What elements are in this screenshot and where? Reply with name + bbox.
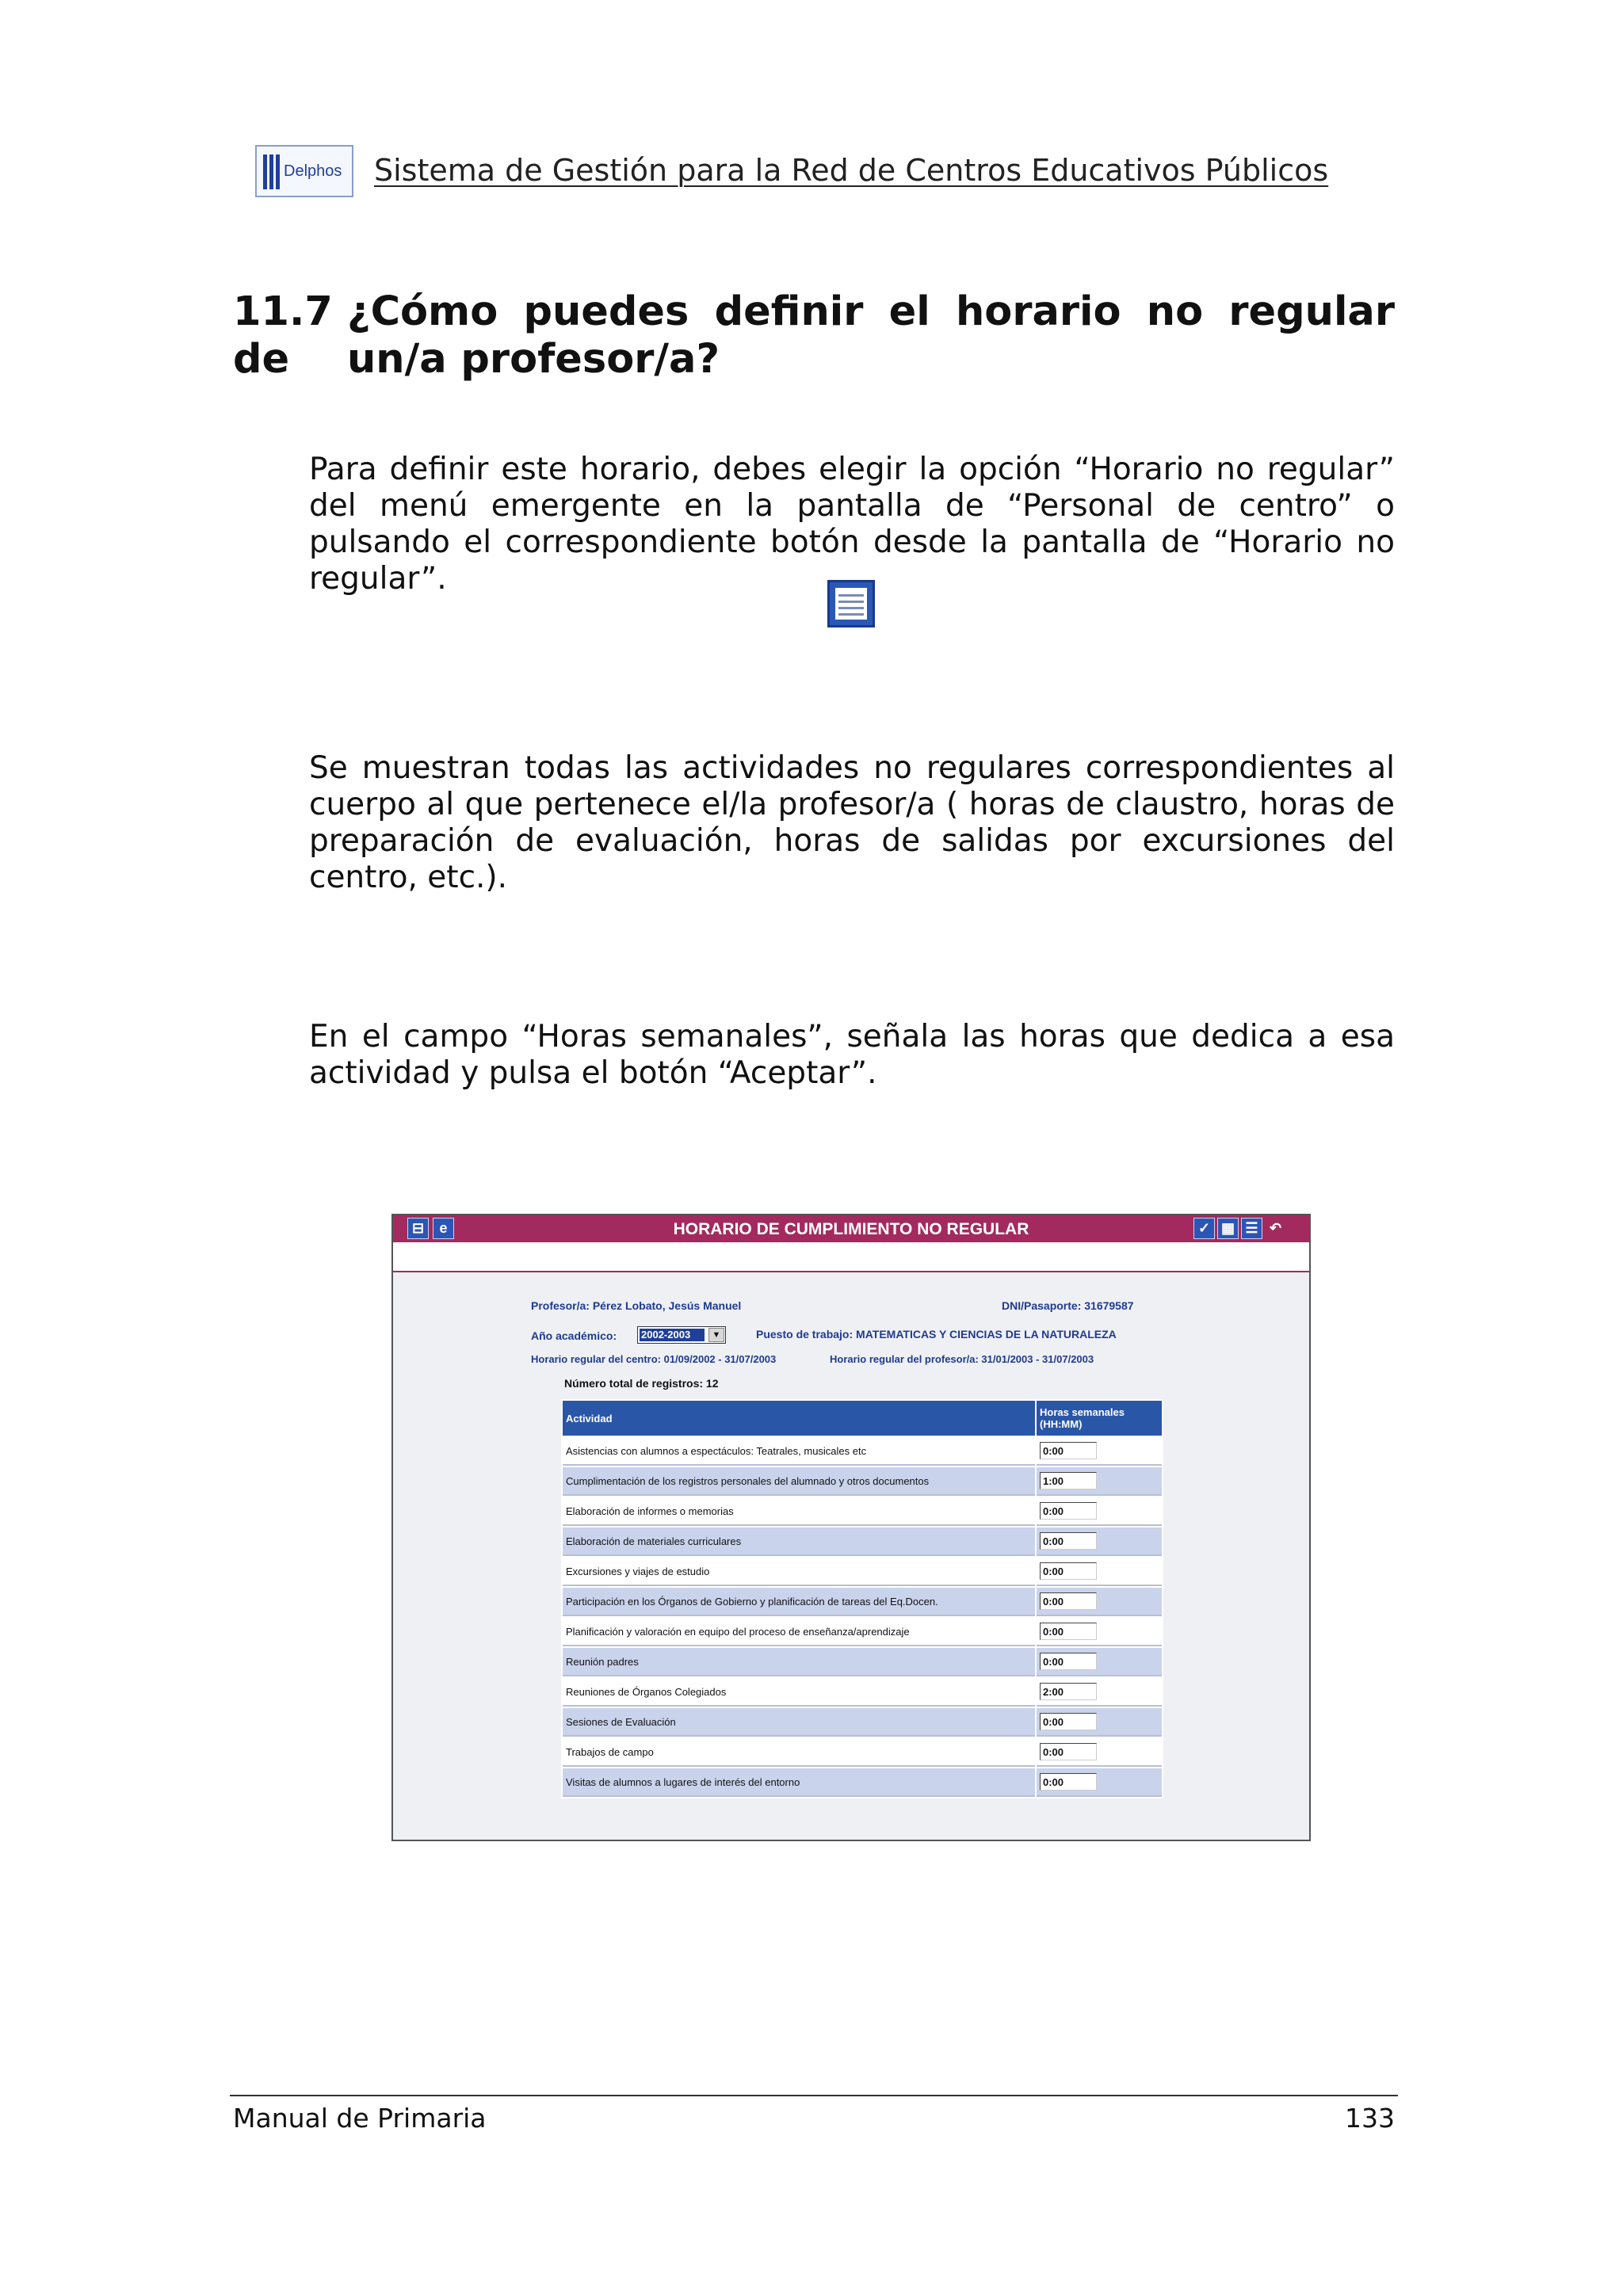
activity-cell: Participación en los Órganos de Gobierno y planificación de tareas del Eq.Docen. (563, 1588, 1035, 1616)
grid-icon[interactable]: ▦ (1217, 1218, 1239, 1239)
hours-cell (1037, 1437, 1162, 1466)
section-title-line1: ¿Cómo puedes definir el horario no regular de (233, 288, 1395, 383)
hours-input[interactable]: 0:00 (1040, 1562, 1097, 1580)
activity-cell: Elaboración de informes o memorias (563, 1497, 1035, 1526)
section-number: 11.7 (233, 288, 333, 335)
puesto-value: MATEMATICAS Y CIENCIAS DE LA NATURALEZA (856, 1328, 1117, 1341)
table-row (563, 1768, 1162, 1797)
chevron-down-icon[interactable]: ▼ (708, 1328, 724, 1342)
hours-input[interactable]: 0:00 (1040, 1623, 1097, 1640)
profesor-value: Pérez Lobato, Jesús Manuel (592, 1299, 742, 1312)
profesor-info (531, 1299, 741, 1312)
hours-input[interactable]: 0:00 (1040, 1502, 1097, 1520)
dni-value: 31679587 (1084, 1299, 1134, 1312)
delphos-logo (255, 145, 353, 197)
table-row (563, 1618, 1162, 1646)
sub-bar (393, 1242, 1309, 1272)
activity-cell: Sesiones de Evaluación (563, 1708, 1035, 1737)
hours-input[interactable]: 0:00 (1040, 1743, 1097, 1760)
hours-cell (1037, 1558, 1162, 1586)
list-icon[interactable]: ☰ (1241, 1218, 1262, 1239)
hours-input[interactable]: 0:00 (1040, 1653, 1097, 1670)
activity-cell: Trabajos de campo (563, 1738, 1035, 1767)
paragraph-2: Se muestran todas las actividades no regulares correspondientes al cuerpo al que pertenece el/la profesor/a ( horas de claustro, horas de preparación de evaluación, horas de salidas por excursiones del centro, etc.). (309, 750, 1395, 895)
hours-input[interactable]: 0:00 (1040, 1442, 1097, 1459)
title-bar (393, 1215, 1309, 1242)
col-actividad: Actividad (563, 1401, 1035, 1436)
check-icon[interactable]: ✓ (1193, 1218, 1215, 1239)
dni-info (1002, 1299, 1134, 1312)
anio-value: 2002-2003 (640, 1329, 705, 1341)
table-row (563, 1527, 1162, 1556)
paragraph-1: Para definir este horario, debes elegir la opción “Horario no regular” del menú emergente en la pantalla de “Personal de centro” o pulsando el correspondiente botón desde la pantalla de “Horario no regular”. (309, 452, 1395, 597)
table-row (563, 1678, 1162, 1707)
hours-input[interactable]: 0:00 (1040, 1532, 1097, 1550)
table-row (563, 1437, 1162, 1466)
table-row (563, 1467, 1162, 1496)
activity-cell: Reuniones de Órganos Colegiados (563, 1678, 1035, 1707)
page-footer (230, 2095, 1398, 2134)
hours-cell (1037, 1618, 1162, 1646)
screen-title: HORARIO DE CUMPLIMIENTO NO REGULAR (673, 1220, 1029, 1238)
activity-cell: Asistencias con alumnos a espectáculos: Teatrales, musicales etc (563, 1437, 1035, 1466)
columns-icon (263, 154, 279, 189)
profesor-label: Profesor/a: (531, 1299, 590, 1312)
table-row (563, 1708, 1162, 1737)
hours-input[interactable]: 0:00 (1040, 1773, 1097, 1791)
hours-input[interactable]: 0:00 (1040, 1592, 1097, 1610)
page-number: 133 (1345, 2103, 1395, 2134)
dni-label: DNI/Pasaporte: (1002, 1299, 1082, 1312)
puesto-label: Puesto de trabajo: (756, 1328, 854, 1341)
paragraph-3: En el campo “Horas semanales”, señala las horas que dedica a esa actividad y pulsa el botón “Aceptar”. (309, 1019, 1395, 1091)
header-title: Sistema de Gestión para la Red de Centros Educativos Públicos (374, 153, 1329, 188)
hours-cell (1037, 1648, 1162, 1676)
hours-cell (1037, 1527, 1162, 1556)
table-row (563, 1497, 1162, 1526)
hours-cell (1037, 1467, 1162, 1496)
hours-cell (1037, 1497, 1162, 1526)
col-horas: Horas semanales (HH:MM) (1037, 1401, 1162, 1436)
activity-cell: Reunión padres (563, 1648, 1035, 1676)
hours-cell (1037, 1678, 1162, 1707)
hours-input[interactable]: 2:00 (1040, 1683, 1097, 1700)
activities-table (561, 1399, 1163, 1798)
footer-left: Manual de Primaria (233, 2103, 487, 2134)
horario-profesor: Horario regular del profesor/a: 31/01/2003 - 31/07/2003 (830, 1353, 1094, 1365)
page-header (255, 145, 1396, 200)
table-row (563, 1738, 1162, 1767)
activity-cell: Excursiones y viajes de estudio (563, 1558, 1035, 1586)
puesto-info (756, 1328, 1117, 1341)
table-row (563, 1558, 1162, 1586)
hours-input[interactable]: 0:00 (1040, 1713, 1097, 1730)
hours-cell (1037, 1768, 1162, 1797)
logo-text: Delphos (284, 162, 342, 180)
hours-cell (1037, 1588, 1162, 1616)
table-row (563, 1648, 1162, 1676)
table-row (563, 1588, 1162, 1616)
activity-cell: Planificación y valoración en equipo del proceso de enseñanza/aprendizaje (563, 1618, 1035, 1646)
hours-cell (1037, 1708, 1162, 1737)
app-screenshot (391, 1214, 1311, 1841)
horario-centro: Horario regular del centro: 01/09/2002 - 31/07/2003 (531, 1353, 777, 1365)
activity-cell: Elaboración de materiales curriculares (563, 1527, 1035, 1556)
anio-select[interactable] (637, 1326, 726, 1344)
calendar-list-icon (827, 580, 875, 627)
total-registros: Número total de registros: 12 (564, 1377, 719, 1390)
e-icon[interactable]: e (433, 1218, 454, 1239)
hours-input[interactable]: 1:00 (1040, 1472, 1097, 1489)
anio-label: Año académico: (531, 1329, 617, 1342)
activity-cell: Cumplimentación de los registros personales del alumnado y otros documentos (563, 1467, 1035, 1496)
undo-icon[interactable]: ↶ (1265, 1218, 1286, 1239)
section-heading-line2: un/a profesor/a? (347, 336, 720, 383)
hours-cell (1037, 1738, 1162, 1767)
lock-icon[interactable]: ⊟ (407, 1218, 429, 1239)
activity-cell: Visitas de alumnos a lugares de interés del entorno (563, 1768, 1035, 1797)
